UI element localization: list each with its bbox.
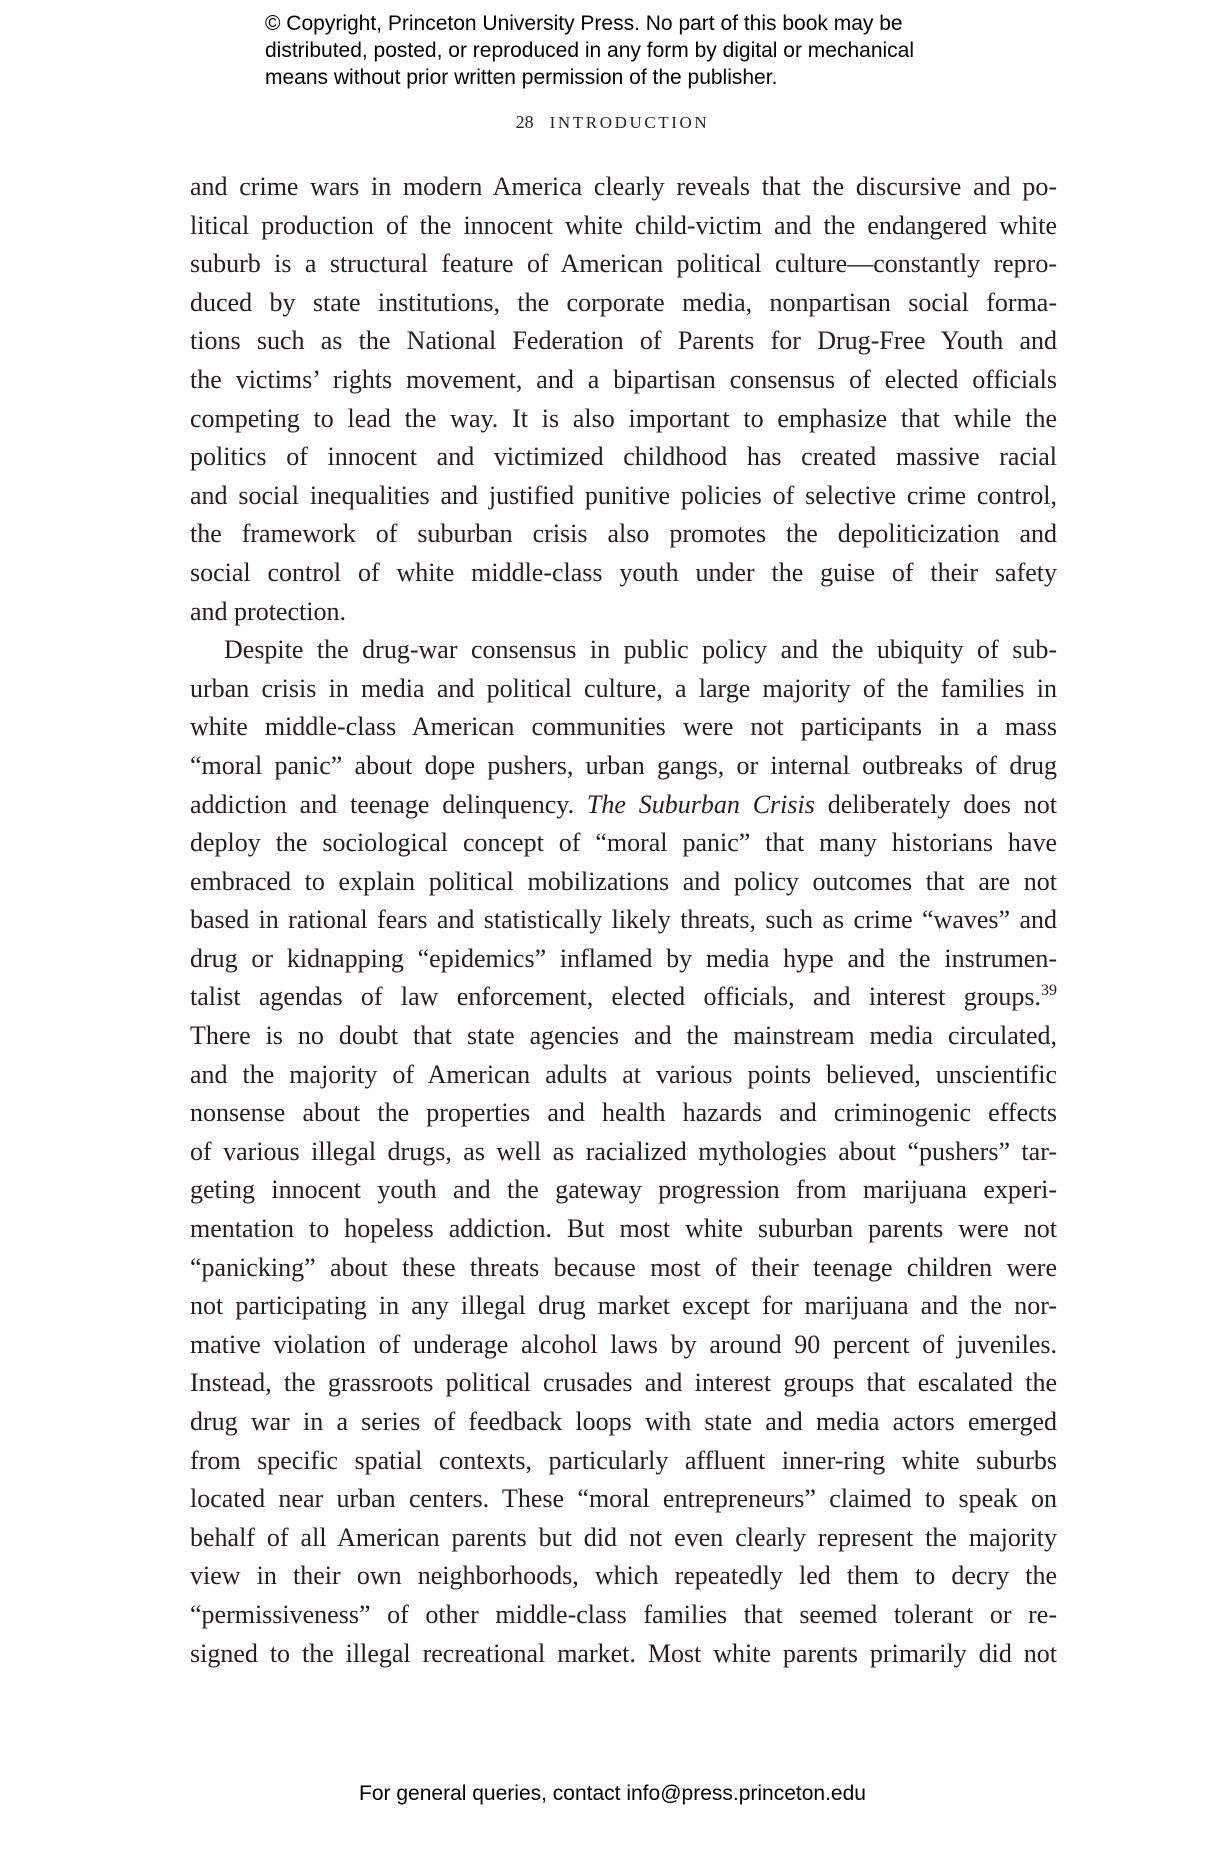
text-line: tions such as the National Federation of Parents for Drug-Free Youth and [190, 326, 1057, 356]
text-segment: addiction and teenage delinquency. [190, 789, 587, 819]
text-line: signed to the illegal recreational market. Most white parents primarily did not [190, 1638, 1057, 1668]
running-head [0, 112, 1225, 133]
text-line: embraced to explain political mobilizations and policy outcomes that are not [190, 866, 1057, 896]
text-line: social control of white middle-class youth under the guise of their safety [190, 557, 1057, 587]
text-line: “panicking” about these threats because most of their teenage children were [190, 1252, 1057, 1282]
page-number: 28 [515, 112, 534, 132]
footnote-marker[interactable]: 39 [1041, 982, 1057, 1000]
text-line: of various illegal drugs, as well as racialized mythologies about “pushers” tar- [190, 1136, 1057, 1166]
text-line: not participating in any illegal drug market except for marijuana and the nor- [190, 1291, 1057, 1321]
text-line: and the majority of American adults at various points believed, unscientific [190, 1059, 1057, 1089]
text-segment: talist agendas of law enforcement, elected officials, and interest groups. [190, 982, 1041, 1012]
text-line: politics of innocent and victimized childhood has created massive racial [190, 442, 1057, 472]
text-line: Instead, the grassroots political crusades and interest groups that escalated the [190, 1368, 1057, 1398]
text-line: drug or kidnapping “epidemics” inflamed by media hype and the instrumen- [190, 943, 1057, 973]
text-line: white middle-class American communities were not participants in a mass [190, 712, 1057, 742]
text-line: Despite the drug-war consensus in public policy and the ubiquity of sub- [224, 635, 1057, 665]
text-line: located near urban centers. These “moral entrepreneurs” claimed to speak on [190, 1484, 1057, 1514]
text-line: behalf of all American parents but did not even clearly represent the majority [190, 1522, 1057, 1552]
copyright-line: distributed, posted, or reproduced in any form by digital or mechanical [265, 39, 915, 62]
text-line: drug war in a series of feedback loops with state and media actors emerged [190, 1407, 1057, 1436]
text-line: nonsense about the properties and health hazards and criminogenic effects [190, 1098, 1057, 1128]
body-text [190, 168, 1057, 1673]
text-line: view in their own neighborhoods, which repeatedly led them to decry the [190, 1561, 1057, 1591]
text-line: mentation to hopeless addiction. But most white suburban parents were not [190, 1214, 1057, 1244]
text-line: geting innocent youth and the gateway progression from marijuana experi- [190, 1175, 1057, 1205]
text-line: from specific spatial contexts, particularly affluent inner-ring white suburbs [190, 1445, 1057, 1475]
book-title-italic: The Suburban Crisis [586, 789, 815, 819]
text-line: the framework of suburban crisis also promotes the depoliticization and [190, 519, 1057, 549]
text-line: mative violation of underage alcohol laws by around 90 percent of juveniles. [190, 1329, 1057, 1359]
text-line: deploy the sociological concept of “moral panic” that many historians have [190, 828, 1057, 858]
text-line-with-title [190, 786, 1057, 825]
text-line: There is no doubt that state agencies and the mainstream media circulated, [190, 1021, 1057, 1051]
text-line: competing to lead the way. It is also important to emphasize that while the [190, 403, 1057, 433]
text-line: urban crisis in media and political culture, a large majority of the families in [190, 673, 1057, 703]
text-line: and crime wars in modern America clearly reveals that the discursive and po- [190, 172, 1057, 201]
text-line: based in rational fears and statistically likely threats, such as crime “waves” and [190, 905, 1057, 935]
text-line: and protection. [190, 596, 346, 626]
text-segment: deliberately does not [814, 789, 1057, 819]
text-line: the victims’ rights movement, and a bipartisan consensus of elected officials [190, 364, 1057, 394]
text-line: “permissiveness” of other middle-class families that seemed tolerant or re- [190, 1599, 1057, 1629]
text-line: and social inequalities and justified punitive policies of selective crime control, [190, 480, 1057, 510]
text-line: suburb is a structural feature of American political culture—constantly repro- [190, 249, 1057, 279]
paragraph-1 [190, 168, 1057, 631]
text-line: duced by state institutions, the corporate media, nonpartisan social forma- [190, 287, 1057, 317]
copyright-notice [265, 10, 1025, 91]
text-line-with-footnote [190, 978, 1057, 1017]
running-title: INTRODUCTION [549, 113, 710, 132]
copyright-line: © Copyright, Princeton University Press. No part of this book may be [265, 12, 903, 35]
text-line: litical production of the innocent white child-victim and the endangered white [190, 210, 1057, 240]
text-line: “moral panic” about dope pushers, urban gangs, or internal outbreaks of drug [190, 750, 1057, 780]
copyright-line: means without prior written permission of the publisher. [265, 66, 778, 89]
paragraph-2 [190, 631, 1057, 1673]
footer-contact: For general queries, contact info@press.princeton.edu [359, 1782, 866, 1805]
